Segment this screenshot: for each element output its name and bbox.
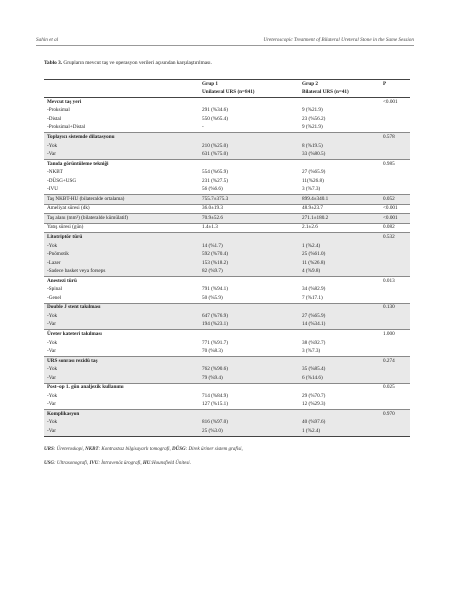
table-cell: 0.025 xyxy=(380,383,410,392)
table-cell: 25 (%61.0) xyxy=(299,250,380,259)
table-cell: URS sonrası rezidü taş xyxy=(44,356,199,365)
table-cell xyxy=(380,242,410,251)
table-cell xyxy=(380,419,410,428)
table-cell: 8 (%19.5) xyxy=(299,142,380,151)
header-authors: Sahin et al xyxy=(36,37,59,43)
subheader-cell xyxy=(380,89,410,98)
table-cell: -Var xyxy=(44,374,199,383)
table-cell: 3 (%7.3) xyxy=(302,186,321,193)
table-cell: -Pnömotik xyxy=(44,250,199,259)
table-cell xyxy=(299,330,380,339)
table-cell: 647 (%76.9) xyxy=(199,312,299,321)
table-cell xyxy=(380,366,410,375)
table-cell: 27 (%65.9) xyxy=(302,169,326,176)
table-cell: -Yok xyxy=(44,366,199,375)
table-cell xyxy=(199,277,299,286)
abbreviation-definition: : Ultrasonografi, xyxy=(54,461,90,466)
table-row xyxy=(44,204,410,214)
table-cell: 631 (%75.0) xyxy=(199,150,299,159)
table-row xyxy=(44,347,410,356)
table-cell: 755.7±375.3 xyxy=(199,195,299,205)
table-cell: 0.985 xyxy=(380,159,410,168)
table-cell xyxy=(380,347,410,356)
table-cell xyxy=(199,410,299,419)
table-cell: 592 (%70.4) xyxy=(199,250,299,259)
table-cell: 0.578 xyxy=(380,133,410,142)
table-cell: 36.0±19.3 xyxy=(199,204,299,214)
table-cell: -Lazer xyxy=(44,259,199,268)
table-cell: 3 (%7.3) xyxy=(302,348,321,355)
table-row xyxy=(44,267,410,276)
table-row xyxy=(44,392,410,401)
abbreviation: DÜSG xyxy=(172,447,186,452)
table-cell: 899.4±340.1 xyxy=(299,195,380,205)
table-cell: 271.1±180.2 xyxy=(299,214,380,224)
table-cell: -Yok xyxy=(47,392,58,399)
table-row xyxy=(44,133,410,142)
table-cell: 14 (%1.7) xyxy=(199,242,299,251)
table-cell xyxy=(380,294,410,303)
table-cell xyxy=(380,124,410,133)
table-row xyxy=(44,312,410,321)
table-cell: 1 (%2.4) xyxy=(299,427,380,436)
table-cell: -Var xyxy=(47,401,56,408)
table-cell xyxy=(199,383,299,392)
table-cell: 29 (%70.7) xyxy=(302,392,326,399)
table-cell: 4 (%9.8) xyxy=(299,267,380,276)
table-row xyxy=(44,168,410,177)
table-cell: 1 (%2.4) xyxy=(299,242,380,251)
table-cell xyxy=(380,392,410,401)
table-row xyxy=(44,98,410,107)
table-row xyxy=(44,356,410,365)
table-cell: 35 (%85.4) xyxy=(299,366,380,375)
table-cell: -Spinal xyxy=(47,286,62,293)
table-row xyxy=(44,277,410,286)
subheader-cell: Unilateral URS (n=841) xyxy=(199,89,299,98)
table-row xyxy=(44,233,410,242)
table-cell: 79 (%9.4) xyxy=(199,374,299,383)
table-cell xyxy=(380,107,410,116)
table-cell xyxy=(299,410,380,419)
table-cell: 9 (%21.9) xyxy=(302,124,323,131)
table-cell: 33 (%80.5) xyxy=(299,150,380,159)
table-cell: 550 (%65.4) xyxy=(202,115,228,122)
table-cell xyxy=(380,401,410,410)
table-cell xyxy=(299,159,380,168)
table-cell xyxy=(380,427,410,436)
table-cell: -DÜSG+USG xyxy=(47,177,77,184)
table-cell: -Yok xyxy=(44,242,199,251)
table-cell: 0.013 xyxy=(380,277,410,286)
header-cell xyxy=(44,80,199,89)
table-row xyxy=(44,159,410,168)
header-article-title: Ureteroscopic Treatment of Bilateral Ureteral Stone in the Same Session xyxy=(263,37,414,43)
table-cell: 714 (%84.9) xyxy=(202,392,228,399)
table-cell: -Yok xyxy=(44,419,199,428)
header-cell: Grup 1 xyxy=(199,80,299,89)
table-row xyxy=(44,294,410,303)
table-row xyxy=(44,374,410,383)
table-cell: 7 (%17.1) xyxy=(302,294,323,301)
table-cell: Mevcut taş yeri xyxy=(47,98,82,105)
table-cell: Toplayıcı sistemde dilatasyonu xyxy=(44,133,199,142)
table-header-row xyxy=(44,80,410,89)
running-header xyxy=(36,33,414,46)
table-cell: -Var xyxy=(44,427,199,436)
table-cell: 762 (%90.6) xyxy=(199,366,299,375)
table-cell: 70.9±52.6 xyxy=(199,214,299,224)
table-row xyxy=(44,242,410,251)
abbreviation-definition: : Direk üriner sistem grafisi, xyxy=(185,447,243,452)
table-row xyxy=(44,124,410,133)
data-table xyxy=(44,79,410,437)
table-row xyxy=(44,177,410,186)
table-cell: <0.001 xyxy=(380,204,410,214)
table-cell: 0.082 xyxy=(380,223,410,233)
table-cell xyxy=(380,186,410,195)
table-cell: 6 (%14.6) xyxy=(299,374,380,383)
abbreviation-definition: : Kontrastsız bilgisayarlı tomografi, xyxy=(98,447,172,452)
table-row xyxy=(44,383,410,392)
table-cell xyxy=(299,277,380,286)
table-cell: 25 (%3.0) xyxy=(199,427,299,436)
table-cell xyxy=(380,321,410,330)
table-cell: 50 (%5.9) xyxy=(202,294,223,301)
table-cell: 27 (%65.9) xyxy=(299,312,380,321)
table-cell xyxy=(380,168,410,177)
table-cell xyxy=(380,267,410,276)
footnote-line xyxy=(44,447,414,452)
table-cell: -Distal xyxy=(47,115,62,122)
table-cell: Üreter kateteri takılması xyxy=(44,330,199,339)
table-cell: 9 (%21.9) xyxy=(302,107,323,114)
table-row xyxy=(44,410,410,419)
table-cell: 14 (%34.1) xyxy=(299,321,380,330)
table-cell: Litotriptör türü xyxy=(44,233,199,242)
table-cell: <0.001 xyxy=(383,98,398,105)
table-cell: 231 (%27.5) xyxy=(202,177,228,184)
table-cell: 0.970 xyxy=(380,410,410,419)
table-cell: 554 (%65.9) xyxy=(202,169,228,176)
table-row xyxy=(44,401,410,410)
table-cell: 0.274 xyxy=(380,356,410,365)
table-cell: 0.532 xyxy=(380,233,410,242)
table-cell xyxy=(380,115,410,124)
table-cell: - xyxy=(202,124,204,131)
table-cell: 48.9±23.7 xyxy=(299,204,380,214)
table-cell xyxy=(299,98,380,107)
table-cell: 1.000 xyxy=(380,330,410,339)
table-cell: Tanıda görüntüleme tekniği xyxy=(44,159,199,168)
table-cell xyxy=(380,286,410,295)
table-cell: 291 (%34.6) xyxy=(202,107,228,114)
table-cell: 153 (%18.2) xyxy=(199,259,299,268)
caption-text: Grupların mevcut taş ve operasyon verileri açısından karşılaştırılması. xyxy=(62,60,212,66)
table-cell: Double J stent takılması xyxy=(44,303,199,312)
table-cell: 816 (%97.0) xyxy=(199,419,299,428)
table-cell: 40 (%97.6) xyxy=(299,419,380,428)
table-cell: -IVU xyxy=(47,186,58,193)
abbreviation-definition: : İntravenöz ürografi, xyxy=(98,461,143,466)
table-cell xyxy=(380,312,410,321)
table-cell: Ameliyat süresi (dk) xyxy=(44,204,199,214)
table-cell xyxy=(380,259,410,268)
table-row xyxy=(44,339,410,348)
abbreviation: NKBT xyxy=(85,447,99,452)
table-cell: -Sadece basket veya forseps xyxy=(44,267,199,276)
table-cell: 771 (%91.7) xyxy=(202,339,228,346)
table-row xyxy=(44,286,410,295)
table-cell: -Var xyxy=(47,348,56,355)
table-cell xyxy=(380,374,410,383)
table-row xyxy=(44,427,410,436)
table-cell: 34 (%82.9) xyxy=(302,286,326,293)
table-row xyxy=(44,419,410,428)
abbreviation: IVU xyxy=(89,461,99,466)
table-row xyxy=(44,259,410,268)
table-cell: 210 (%25.0) xyxy=(199,142,299,151)
table-cell: Post–op 1. gün analjezik kullanımı xyxy=(44,383,199,392)
table-footnotes xyxy=(44,447,414,475)
table-cell xyxy=(380,177,410,186)
table-cell: 0.130 xyxy=(380,303,410,312)
table-row xyxy=(44,366,410,375)
table-row xyxy=(44,107,410,116)
table-cell: 791 (%94.1) xyxy=(202,286,228,293)
abbreviation-definition: :Hounsfield Ünitesi. xyxy=(150,461,191,466)
table-row xyxy=(44,321,410,330)
table-cell: -NKBT xyxy=(47,169,63,176)
table-cell: 82 (%9.7) xyxy=(199,267,299,276)
table-cell: -Yok xyxy=(47,339,58,346)
table-row xyxy=(44,223,410,233)
table-cell xyxy=(199,133,299,142)
table-cell: Taş NKBT-HU (bilateralde ortalama) xyxy=(44,195,199,205)
table-cell: -Yok xyxy=(44,312,199,321)
table-cell xyxy=(199,356,299,365)
abbreviation-definition: : Üreteroskopi, xyxy=(53,447,86,452)
table-cell: 2.1±2.6 xyxy=(299,223,380,233)
abbreviation: URS xyxy=(44,447,54,452)
abbreviation: HU xyxy=(142,461,151,466)
table-row xyxy=(44,330,410,339)
table-cell: Taş alanı (mm²) (bilateralde kümülatif) xyxy=(44,214,199,224)
table-row xyxy=(44,186,410,195)
table-cell: 127 (%15.1) xyxy=(202,401,228,408)
header-cell: Grup 2 xyxy=(299,80,380,89)
abbreviation: USG xyxy=(44,461,55,466)
table-cell: -Proksimal xyxy=(47,107,70,114)
table-cell: 70 (%8.3) xyxy=(202,348,223,355)
table-cell: Yatış süresi (gün) xyxy=(44,223,199,233)
table-cell: -Var xyxy=(44,321,199,330)
table-cell xyxy=(299,383,380,392)
table-cell xyxy=(380,142,410,151)
footnote-line xyxy=(44,461,414,466)
table-cell: 194 (%23.1) xyxy=(199,321,299,330)
table-cell: 23 (%56.2) xyxy=(302,115,326,122)
table-cell: Anestezi türü xyxy=(44,277,199,286)
table-subheader-row xyxy=(44,89,410,98)
table-cell xyxy=(299,133,380,142)
table-cell: 56 (%6.6) xyxy=(202,186,223,193)
subheader-cell: Bilateral URS (n=41) xyxy=(299,89,380,98)
table-cell xyxy=(199,159,299,168)
table-cell: 11 (%26.8) xyxy=(299,259,380,268)
table-cell: -Proksimal+Distal xyxy=(47,124,86,131)
table-cell: -Yok xyxy=(44,142,199,151)
table-cell: Komplikasyon xyxy=(44,410,199,419)
table-cell xyxy=(380,150,410,159)
table-row xyxy=(44,303,410,312)
caption-label: Tablo 3. xyxy=(44,60,63,66)
table-cell: -Var xyxy=(44,150,199,159)
table-row xyxy=(44,250,410,259)
table-cell: 38 (%92.7) xyxy=(302,339,326,346)
table-cell: 11(%26.8) xyxy=(302,177,324,184)
table-cell xyxy=(199,233,299,242)
table-cell: -Genel xyxy=(47,294,62,301)
table-cell xyxy=(199,303,299,312)
table-cell xyxy=(299,303,380,312)
table-row xyxy=(44,115,410,124)
table-cell: 1.4±1.3 xyxy=(199,223,299,233)
table-row xyxy=(44,150,410,159)
table-cell: 0.052 xyxy=(380,195,410,205)
table-cell xyxy=(199,98,299,107)
table-cell: <0.001 xyxy=(380,214,410,224)
table-row xyxy=(44,195,410,205)
table-cell xyxy=(380,250,410,259)
table-cell xyxy=(299,356,380,365)
table-row xyxy=(44,214,410,224)
table-cell xyxy=(299,233,380,242)
header-cell: P xyxy=(380,80,410,89)
table-row xyxy=(44,142,410,151)
subheader-cell xyxy=(44,89,199,98)
table-cell xyxy=(380,339,410,348)
table-cell: 12 (%29.3) xyxy=(302,401,326,408)
table-caption xyxy=(44,60,212,66)
table-cell xyxy=(199,330,299,339)
